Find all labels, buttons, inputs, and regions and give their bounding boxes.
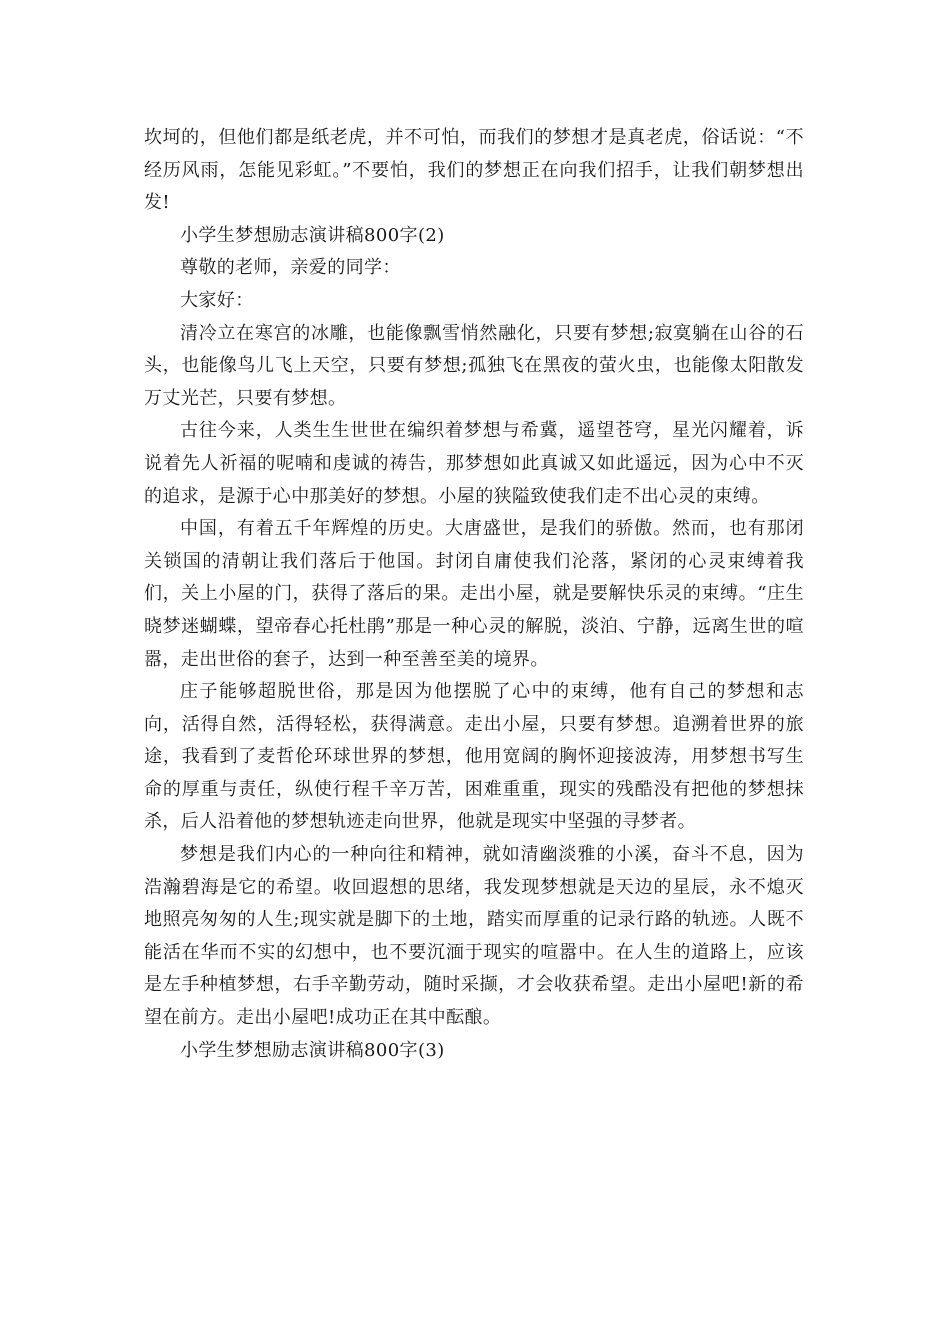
paragraph: 庄子能够超脱世俗，那是因为他摆脱了心中的束缚，他有自己的梦想和志向，活得自然，活得轻松，获得满意。走出小屋，只要有梦想。追溯着世界的旅途，我看到了麦哲伦环球世界的梦想，他用宽阔的胸怀迎接波涛，用梦想书写生命的厚重与责任，纵使行程千辛万苦，困难重重，现实的残酷没有把他的梦想抹杀，后人沿着他的梦想轨迹走向世界，他就是现实中坚强的寻梦者。 [144,681,804,833]
greeting: 大家好： [180,289,254,311]
section-heading-2: 小学生梦想励志演讲稿800字(2) [180,224,445,246]
salutation: 尊敬的老师，亲爱的同学： [180,257,401,279]
paragraph-continuation: 坎坷的，但他们都是纸老虎，并不可怕，而我们的梦想才是真老虎，俗话说：“不经历风雨，怎能见彩虹。”不要怕，我们的梦想正在向我们招手，让我们朝梦想出发! [144,127,804,214]
paragraph: 梦想是我们内心的一种向往和精神，就如清幽淡雅的小溪，奋斗不息，因为浩瀚碧海是它的希望。收回遐想的思绪，我发现梦想就是天边的星辰，永不熄灭地照亮匆匆的人生;现实就是脚下的土地，踏实而厚重的记录行路的轨迹。人既不能活在华而不实的幻想中，也不要沉湎于现实的喧嚣中。在人生的道路上，应该是左手种植梦想，右手辛勤劳动，随时采撷，才会收获希望。走出小屋吧!新的希望在前方。走出小屋吧!成功正在其中酝酿。 [144,844,804,1029]
document-body [144,122,804,1067]
paragraph: 清冷立在寒宫的冰雕，也能像飘雪悄然融化，只要有梦想;寂寞躺在山谷的石头，也能像鸟儿飞上天空，只要有梦想;孤独飞在黑夜的萤火虫，也能像太阳散发万丈光芒，只要有梦想。 [144,322,804,409]
paragraph: 古往今来，人类生生世世在编织着梦想与希冀，遥望苍穹，星光闪耀着，诉说着先人祈福的呢喃和虔诚的祷告，那梦想如此真诚又如此遥远，因为心中不灭的追求，是源于心中那美好的梦想。小屋的狭隘致使我们走不出心灵的束缚。 [144,420,804,507]
paragraph: 中国，有着五千年辉煌的历史。大唐盛世，是我们的骄傲。然而，也有那闭关锁国的清朝让我们落后于他国。封闭自庸使我们沦落，紧闭的心灵束缚着我们，关上小屋的门，获得了落后的果。走出小屋，就是要解快乐灵的束缚。“庄生晓梦迷蝴蝶，望帝春心托杜鹃”那是一种心灵的解脱，淡泊、宁静，远离生世的喧嚣，走出世俗的套子，达到一种至善至美的境界。 [144,518,804,670]
section-heading-3: 小学生梦想励志演讲稿800字(3) [180,1039,445,1061]
